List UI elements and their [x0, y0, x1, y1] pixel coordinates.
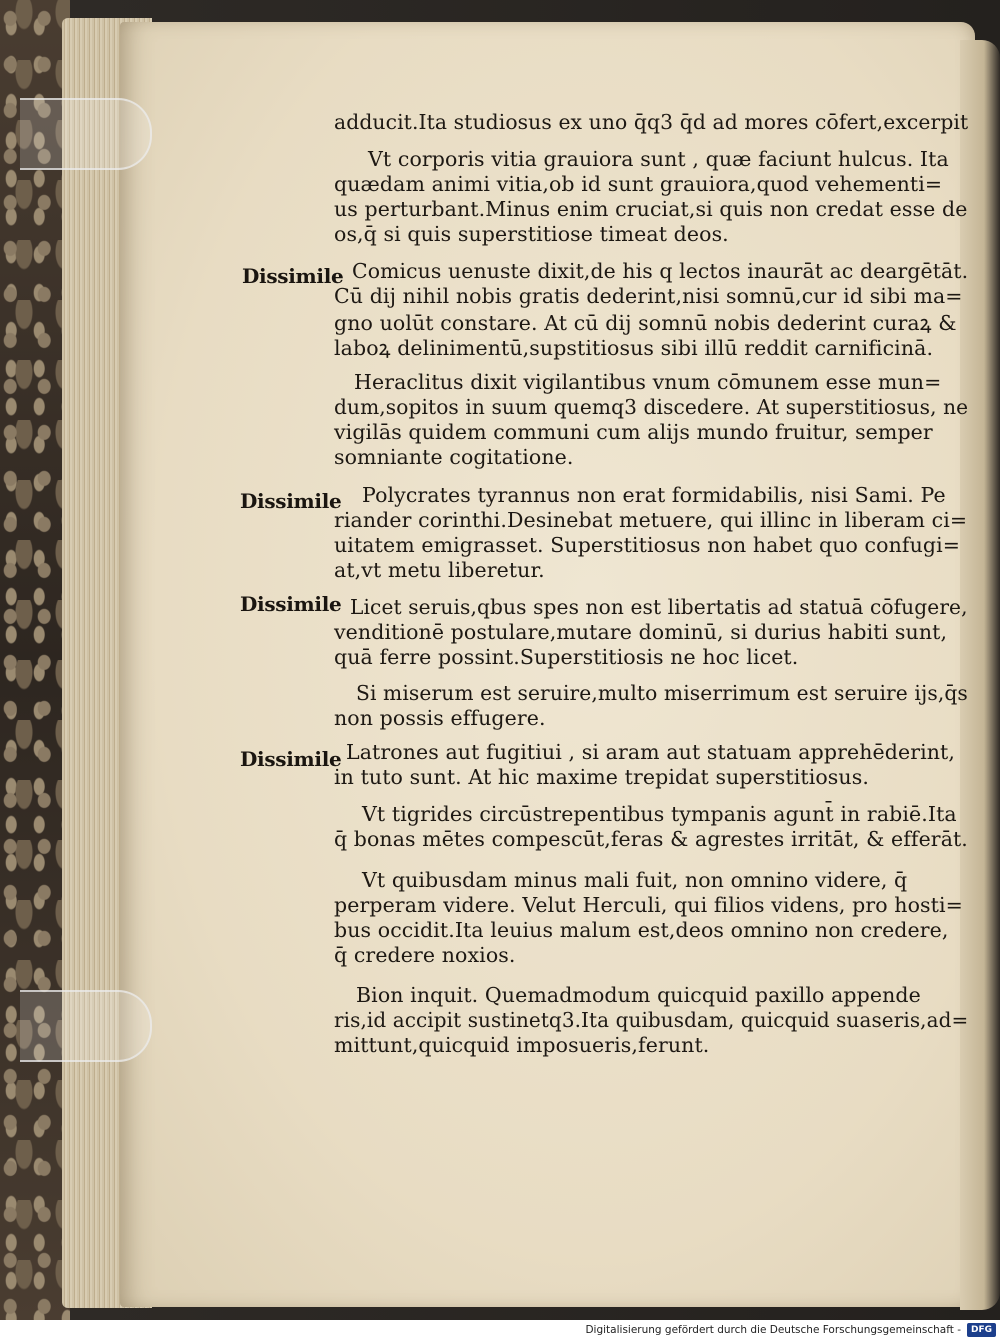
- text-line: Comicus uenuste dixit,de his q lectos inaurāt ac deargētāt.: [352, 259, 969, 283]
- text-line: Bion inquit. Quemadmodum quicquid paxillo appende: [356, 983, 921, 1007]
- margin-note-dissimile: Dissimile: [240, 489, 342, 513]
- margin-note-dissimile: Dissimile: [242, 264, 344, 288]
- text-line: somniante cogitatione.: [334, 445, 574, 469]
- dfg-logo-icon: DFG: [967, 1323, 996, 1337]
- text-line: q̄ bonas mētes compescūt,feras & agrestes irritāt, & efferāt.: [334, 827, 968, 851]
- text-line: Vt quibusdam minus mali fuit, non omnino videre, q̄: [362, 868, 908, 892]
- text-line: Polycrates tyrannus non erat formidabilis, nisi Sami. Pe: [362, 483, 946, 507]
- text-line: os,q̄ si quis superstitiose timeat deos.: [334, 222, 729, 246]
- text-line: vigilās quidem communi cum alijs mundo fruitur, semper: [334, 420, 933, 444]
- text-line: Vt tigrides circūstrepentibus tympanis agunt̄ in rabiē.Ita: [362, 802, 957, 826]
- text-line: quædam animi vitia,ob id sunt grauiora,quod vehementi=: [334, 172, 943, 196]
- text-line: at,vt metu liberetur.: [334, 558, 545, 582]
- margin-note-dissimile: Dissimile: [240, 592, 342, 616]
- text-line: bus occidit.Ita leuius malum est,deos omnino non credere,: [334, 918, 949, 942]
- text-line: dum,sopitos in suum quemq3 discedere. At superstitiosus, ne: [334, 395, 969, 419]
- text-line: Heraclitus dixit vigilantibus vnum cōmunem esse mun=: [354, 370, 942, 394]
- text-line: non possis effugere.: [334, 706, 546, 730]
- text-line: adducit.Ita studiosus ex uno q̄q3 q̄d ad mores cōfert,excerpit: [334, 110, 969, 134]
- text-line: perperam videre. Velut Herculi, qui filios videns, pro hosti=: [334, 893, 963, 917]
- text-line: ris,id accipit sustinetq3.Ita quibusdam, quicquid suaseris,ad=: [334, 1008, 969, 1032]
- text-line: mittunt,quicquid imposueris,ferunt.: [334, 1033, 710, 1057]
- text-line: quā ferre possint.Superstitiosis ne hoc licet.: [334, 645, 799, 669]
- text-line: Latrones aut fugitiui , si aram aut statuam apprehēderint,: [346, 740, 956, 764]
- footer-credit: Digitalisierung gefördert durch die Deutsche Forschungsgemeinschaft -: [585, 1323, 961, 1336]
- text-line: uitatem emigrasset. Superstitiosus non habet quo confugi=: [334, 533, 961, 557]
- margin-note-dissimile: Dissimile: [240, 747, 342, 771]
- text-line: laboꝝ delinimentū,supstitiosus sibi illū reddit carnificinā.: [334, 336, 934, 360]
- text-line: q̄ credere noxios.: [334, 943, 516, 967]
- text-line: Vt corporis vitia grauiora sunt , quæ faciunt hulcus. Ita: [368, 147, 949, 171]
- digitization-footer: [0, 1320, 1000, 1339]
- text-line: Cū dij nihil nobis gratis dederint,nisi somnū,cur id sibi ma=: [334, 284, 963, 308]
- text-line: in tuto sunt. At hic maxime trepidat superstitiosus.: [334, 765, 869, 789]
- text-line: us perturbant.Minus enim cruciat,si quis non credat esse de: [334, 197, 968, 221]
- text-line: riander corinthi.Desinebat metuere, qui illinc in liberam ci=: [334, 508, 968, 532]
- text-line: venditionē postulare,mutare dominū, si durius habiti sunt,: [334, 620, 948, 644]
- text-line: gno uolūt constare. At cū dij somnū nobis dederint curaꝝ &: [334, 311, 957, 335]
- text-line: Licet seruis,qbus spes non est libertatis ad statuā cōfugere,: [350, 595, 968, 619]
- text-line: Si miserum est seruire,multo miserrimum est seruire ijs,q̄s: [356, 681, 968, 705]
